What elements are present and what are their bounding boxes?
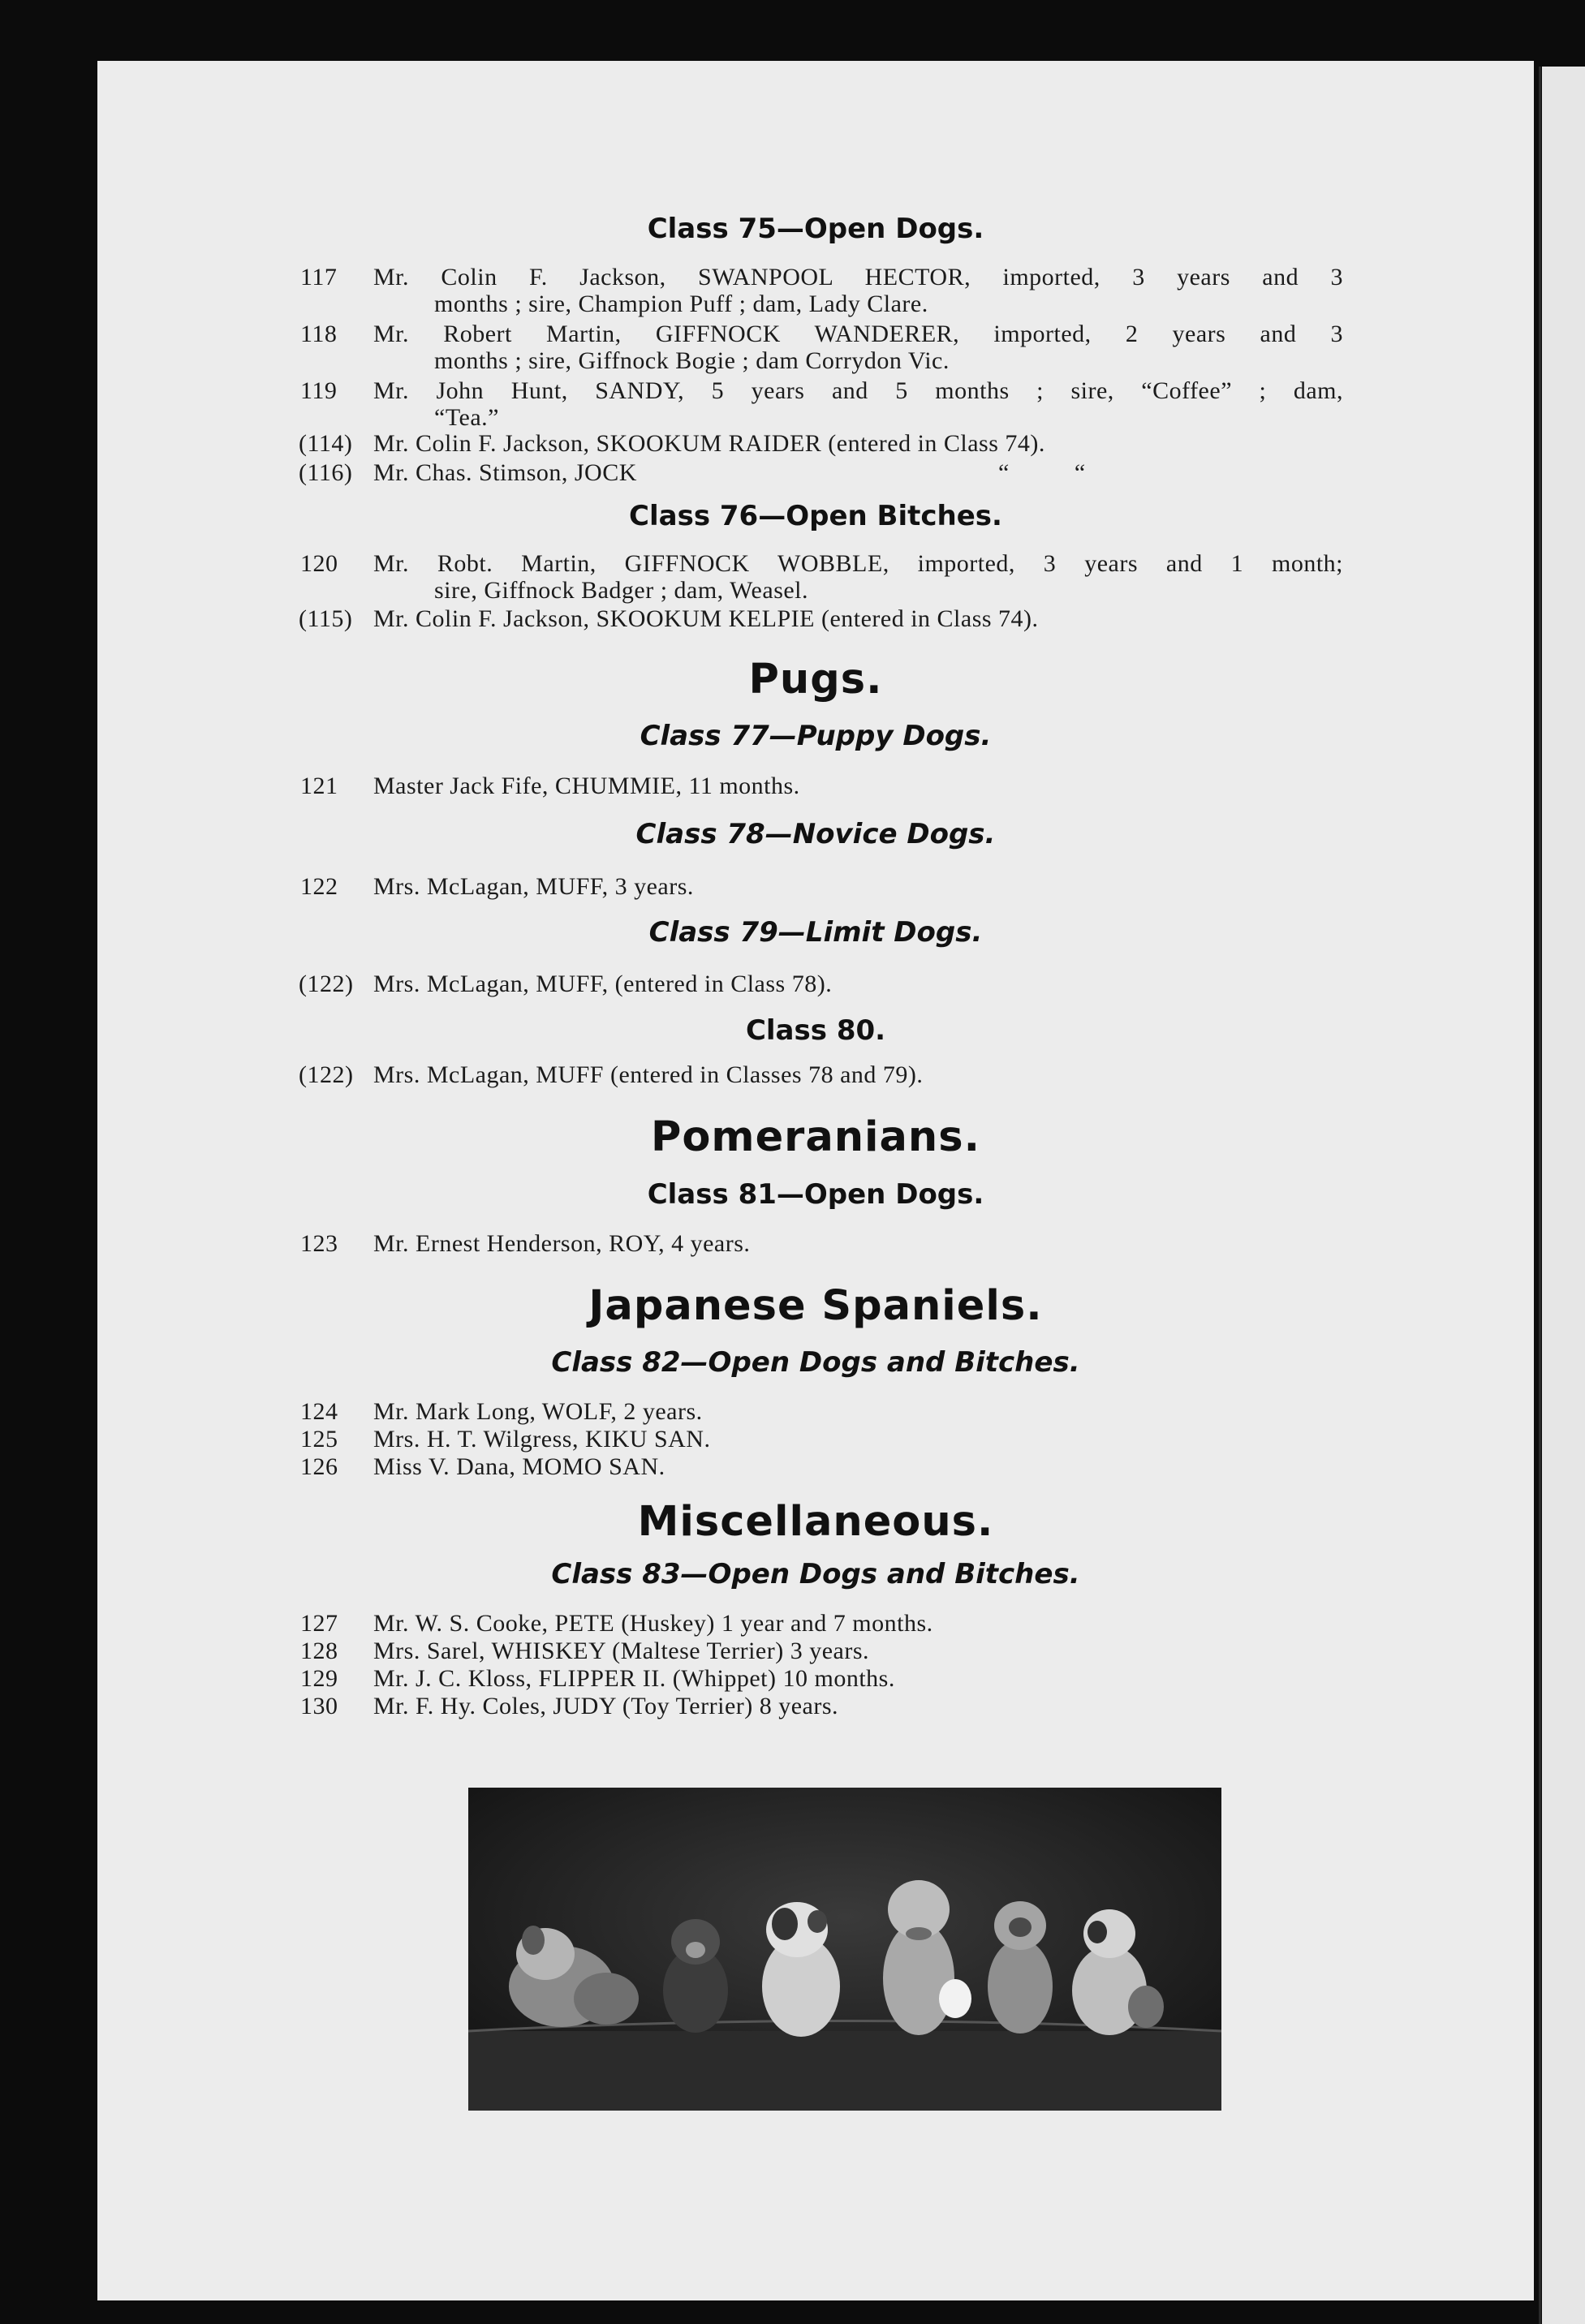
entry-text: months ; sire, Giffnock Bogie ; dam Corrydon Vic.	[434, 347, 950, 374]
entry-text: “Tea.”	[434, 404, 499, 431]
entry-text: Master Jack Fife, CHUMMIE, 11 months.	[373, 773, 800, 799]
entry-number: (114)	[299, 430, 353, 457]
class-80-heading: Class 80.	[745, 1014, 886, 1047]
entry-text: Mr. Colin F. Jackson, SKOOKUM RAIDER (entered in Class 74).	[373, 430, 1045, 457]
entry-text: Mr. F. Hy. Coles, JUDY (Toy Terrier) 8 years.	[373, 1693, 839, 1719]
ditto-marks: “ “	[998, 459, 1086, 486]
class-79-heading: Class 79—Limit Dogs.	[648, 916, 983, 949]
entry-number: 126	[300, 1453, 338, 1480]
entry-number: 121	[300, 773, 338, 799]
entry-number: 129	[300, 1665, 338, 1692]
entry-number: 127	[300, 1610, 338, 1637]
class-82-heading: Class 82—Open Dogs and Bitches.	[551, 1346, 1080, 1379]
entry-number: 128	[300, 1638, 338, 1664]
entry-number: 120	[300, 550, 338, 577]
class-78-heading: Class 78—Novice Dogs.	[635, 818, 996, 850]
entry-text: Mrs. McLagan, MUFF, (entered in Class 78).	[373, 970, 833, 997]
class-83-heading: Class 83—Open Dogs and Bitches.	[551, 1558, 1080, 1590]
entry-text: Mrs. Sarel, WHISKEY (Maltese Terrier) 3 years.	[373, 1638, 870, 1664]
entry-number: 123	[300, 1230, 338, 1257]
entry-text: Miss V. Dana, MOMO SAN.	[373, 1453, 665, 1480]
entry-text: Mr. Chas. Stimson, JOCK	[373, 459, 637, 486]
entry-number: (115)	[299, 605, 353, 632]
next-page-edge-line	[1539, 67, 1541, 2324]
section-pomeranians: Pomeranians.	[651, 1113, 980, 1161]
entry-text: Mrs. H. T. Wilgress, KIKU SAN.	[373, 1426, 711, 1452]
puppy-figure	[663, 1919, 728, 2033]
entry-number: (122)	[299, 1061, 354, 1088]
class-76-heading: Class 76—Open Bitches.	[629, 500, 1002, 532]
section-japanese-spaniels: Japanese Spaniels.	[588, 1282, 1043, 1330]
entry-text: sire, Giffnock Badger ; dam, Weasel.	[434, 577, 809, 604]
section-pugs: Pugs.	[748, 656, 883, 704]
entry-text: Mr. Ernest Henderson, ROY, 4 years.	[373, 1230, 751, 1257]
entry-number: 124	[300, 1398, 338, 1425]
entry-text: Mr. Colin F. Jackson, SWANPOOL HECTOR, imported, 3 years and 3	[373, 264, 1343, 290]
puppy-figure	[988, 1901, 1053, 2034]
entry-number: 118	[300, 321, 338, 347]
section-miscellaneous: Miscellaneous.	[637, 1498, 994, 1546]
entry-text: Mr. W. S. Cooke, PETE (Huskey) 1 year and 7 months.	[373, 1610, 933, 1637]
entry-text: Mr. John Hunt, SANDY, 5 years and 5 months ; sire, “Coffee” ; dam,	[373, 377, 1343, 404]
entry-number: (116)	[299, 459, 353, 486]
entry-number: 119	[300, 377, 338, 404]
entry-text: Mr. J. C. Kloss, FLIPPER II. (Whippet) 10 months.	[373, 1665, 895, 1692]
entry-number: 122	[300, 873, 338, 900]
class-77-heading: Class 77—Puppy Dogs.	[640, 720, 992, 752]
entry-text: months ; sire, Champion Puff ; dam, Lady Clare.	[434, 290, 928, 317]
entry-text: Mrs. McLagan, MUFF, 3 years.	[373, 873, 694, 900]
entry-number: 130	[300, 1693, 338, 1719]
class-75-heading: Class 75—Open Dogs.	[647, 213, 984, 245]
entry-number: (122)	[299, 970, 354, 997]
puppies-photograph	[468, 1788, 1221, 2111]
entry-text: Mrs. McLagan, MUFF (entered in Classes 78 and 79).	[373, 1061, 924, 1088]
entry-text: Mr. Robert Martin, GIFFNOCK WANDERER, imported, 2 years and 3	[373, 321, 1343, 347]
entry-text: Mr. Mark Long, WOLF, 2 years.	[373, 1398, 703, 1425]
entry-number: 117	[300, 264, 338, 290]
next-page-edge	[1542, 67, 1585, 2324]
class-81-heading: Class 81—Open Dogs.	[647, 1178, 984, 1211]
entry-text: Mr. Robt. Martin, GIFFNOCK WOBBLE, imported, 3 years and 1 month;	[373, 550, 1343, 577]
entry-number: 125	[300, 1426, 338, 1452]
entry-text: Mr. Colin F. Jackson, SKOOKUM KELPIE (entered in Class 74).	[373, 605, 1039, 632]
